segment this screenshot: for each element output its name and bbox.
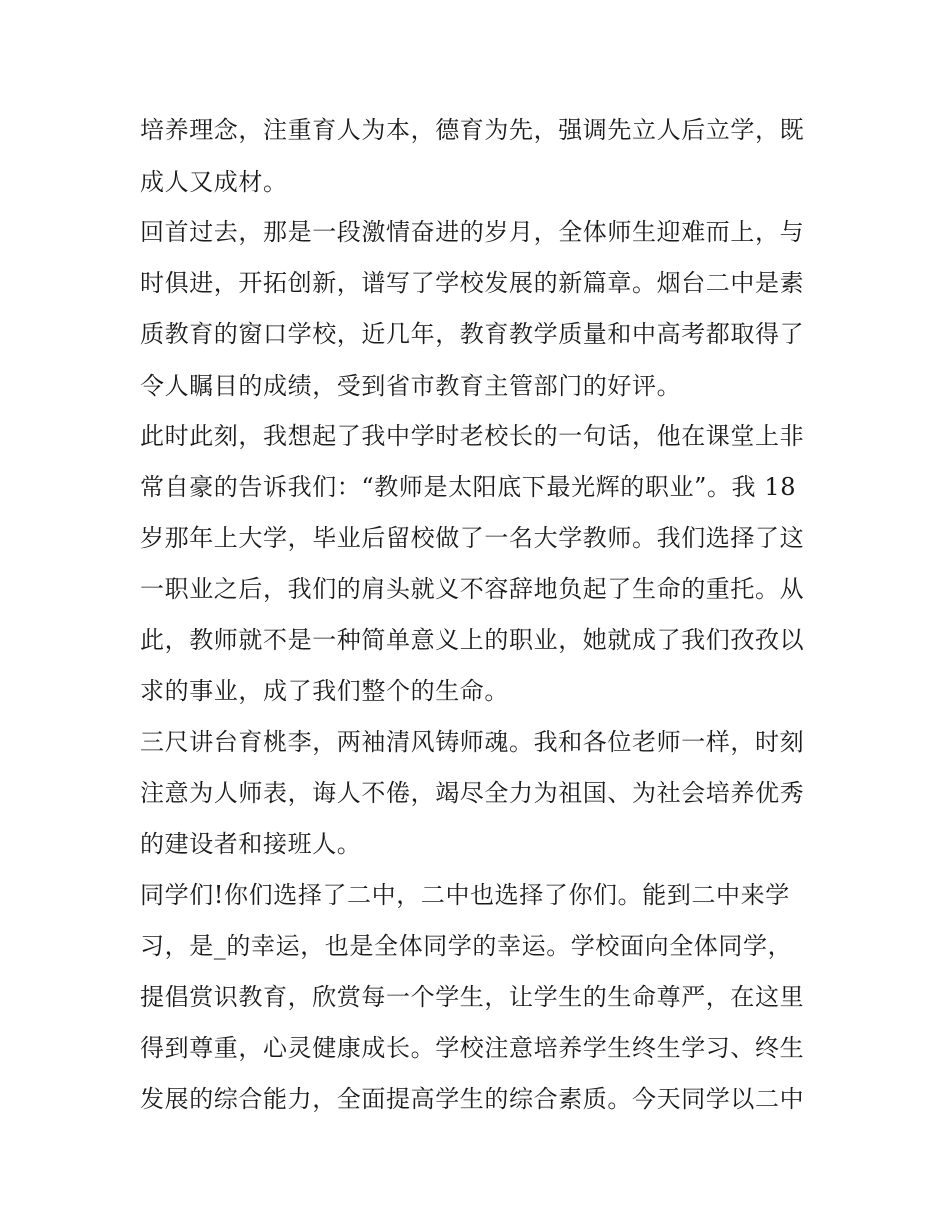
text-line: 一职业之后，我们的肩头就义不容辞地负起了生命的重托。从 (140, 575, 805, 603)
text-line: 培养理念，注重育人为本，德育为先，强调先立人后立学，既 (140, 116, 805, 144)
text-line: 提倡赏识教育，欣赏每一个学生，让学生的生命尊严，在这里 (140, 983, 805, 1011)
text-line: 求的事业，成了我们整个的生命。 (140, 677, 509, 705)
text-line: 发展的综合能力，全面提高学生的综合素质。今天同学以二中 (140, 1085, 805, 1113)
text-line: 同学们!你们选择了二中，二中也选择了你们。能到二中来学 (140, 881, 790, 909)
text-line: 此时此刻，我想起了我中学时老校长的一句话，他在课堂上非 (140, 422, 805, 450)
text-line: 常自豪的告诉我们：“教师是太阳底下最光辉的职业”。我 18 (140, 473, 797, 501)
text-line: 岁那年上大学，毕业后留校做了一名大学教师。我们选择了这 (140, 524, 805, 552)
text-line: 质教育的窗口学校，近几年，教育教学质量和中高考都取得了 (140, 320, 805, 348)
text-line: 时俱进，开拓创新，谱写了学校发展的新篇章。烟台二中是素 (140, 269, 805, 297)
text-line: 习，是_的幸运，也是全体同学的幸运。学校面向全体同学， (140, 932, 793, 960)
text-line: 注意为人师表，诲人不倦，竭尽全力为祖国、为社会培养优秀 (140, 779, 805, 807)
text-line: 令人瞩目的成绩，受到省市教育主管部门的好评。 (140, 372, 682, 400)
text-line: 三尺讲台育桃李，两袖清风铸师魂。我和各位老师一样，时刻 (140, 728, 805, 756)
text-line: 的建设者和接班人。 (140, 830, 362, 858)
text-line: 成人又成材。 (140, 168, 288, 196)
text-line: 此，教师就不是一种简单意义上的职业，她就成了我们孜孜以 (140, 626, 805, 654)
text-line: 回首过去，那是一段激情奋进的岁月，全体师生迎难而上，与 (140, 218, 805, 246)
text-line: 得到尊重，心灵健康成长。学校注意培养学生终生学习、终生 (140, 1034, 805, 1062)
